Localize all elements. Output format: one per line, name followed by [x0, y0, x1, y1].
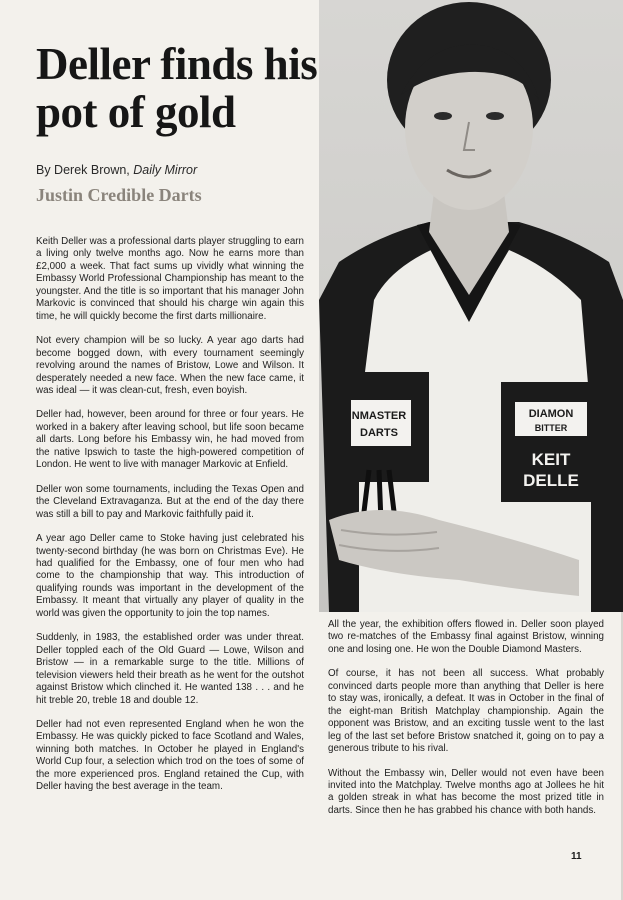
paragraph: Keith Deller was a professional darts player struggling to earn a living only twelve months ago. Now he earns more than £2,000 a week. That fact sums up vividly what winning the Embassy World Professional Championship has meant to the youngster. And the title is so important that his manager John Markovic is convinced that should his charge win again this time, he will quickly become the first darts millionaire. — [36, 236, 304, 322]
article-column-left — [36, 236, 304, 806]
paragraph: Deller had, however, been around for three or four years. He worked in a bakery after leaving school, but life soon became all darts. Long before his Embassy win, he had moved from the native Ipswich to taste the high-powered competition of London. He went to live with manager Markovic at Enfield. — [36, 409, 304, 471]
byline-publication: Daily Mirror — [133, 163, 198, 177]
badge-left-line2: DARTS — [360, 427, 398, 439]
badge-left-line1: NMASTER — [351, 410, 407, 422]
paragraph: A year ago Deller came to Stoke having just celebrated his twenty-second birthday (he was born on Christmas Eve). He had qualified for the Embassy, one of four men who had come to the championship that way. This introduction of qualifying rounds was important in the development of the Embassy. It meant that virtually any player of quality in the world was given the opportunity to join the top names. — [36, 533, 304, 619]
section-credit: Justin Credible Darts — [36, 185, 202, 205]
shirt-name-line1: KEIT — [531, 450, 571, 469]
headline-line-1: Deller finds his — [36, 39, 318, 89]
paragraph: Deller won some tournaments, including the Texas Open and the Cleveland Extravaganza. But at the end of the day there was still a bill to pay and Markovic faithfully paid it. — [36, 483, 304, 520]
paragraph: Suddenly, in 1983, the established order was under threat. Deller toppled each of the Old Guard — Lowe, Wilson and Bristow — in a remarkable surge to the title. Millions of television viewers held their breath as he went for the outshot against Bristow which clinched it. He wanted 138 . . . and he hit treble 20, treble 18 and double 12. — [36, 632, 304, 706]
paragraph: Not every champion will be so lucky. A year ago darts had become bogged down, with every tournament seemingly revolving around the names of Bristow, Lowe and Wilson. It desperately needed a new face. When the new face came, it was ideal — it was clean-cut, fresh, even boyish. — [36, 335, 304, 396]
page-number: 11 — [571, 851, 582, 862]
byline-author: By Derek Brown, — [36, 163, 134, 177]
badge-right-line2: BITTER — [534, 423, 568, 433]
shirt-name-line2: DELLE — [523, 471, 579, 490]
paragraph: Of course, it has not been all success. What probably convinced darts people more than anything that Deller is here to stay was, ironically, a defeat. It was in October in the final of the eight-man British Matchplay championship. Again the opponent was Bristow, and an exciting tussle went to the last leg of the last set before Bristow snatched it, going on to pay a generous tribute to his rival. — [328, 668, 604, 755]
headline-line-2: pot of gold — [36, 87, 236, 137]
paragraph: Deller had not even represented England when he won the Embassy. He was quickly picked to face Scotland and Wales, winning both matches. In October he played in England's World Cup four, a selection which trod on the toes of some of the more experienced pros. England retained the Cup, with Deller having the best average in the team. — [36, 718, 304, 793]
paragraph: All the year, the exhibition offers flowed in. Deller soon played two re-matches of the Embassy final against Bristow, winning one and losing one. He won the Double Diamond Masters. — [328, 619, 604, 655]
badge-right-line1: DIAMON — [528, 408, 574, 420]
article-headline — [36, 40, 366, 136]
byline — [36, 163, 197, 177]
paragraph: Without the Embassy win, Deller would not even have been invited into the Matchplay. Twelve months ago at Jollees he hit a golden streak in what has become the most prized title in darts. Since then he has grabbed his chance with both hands. — [328, 767, 604, 816]
article-column-right — [328, 619, 604, 829]
